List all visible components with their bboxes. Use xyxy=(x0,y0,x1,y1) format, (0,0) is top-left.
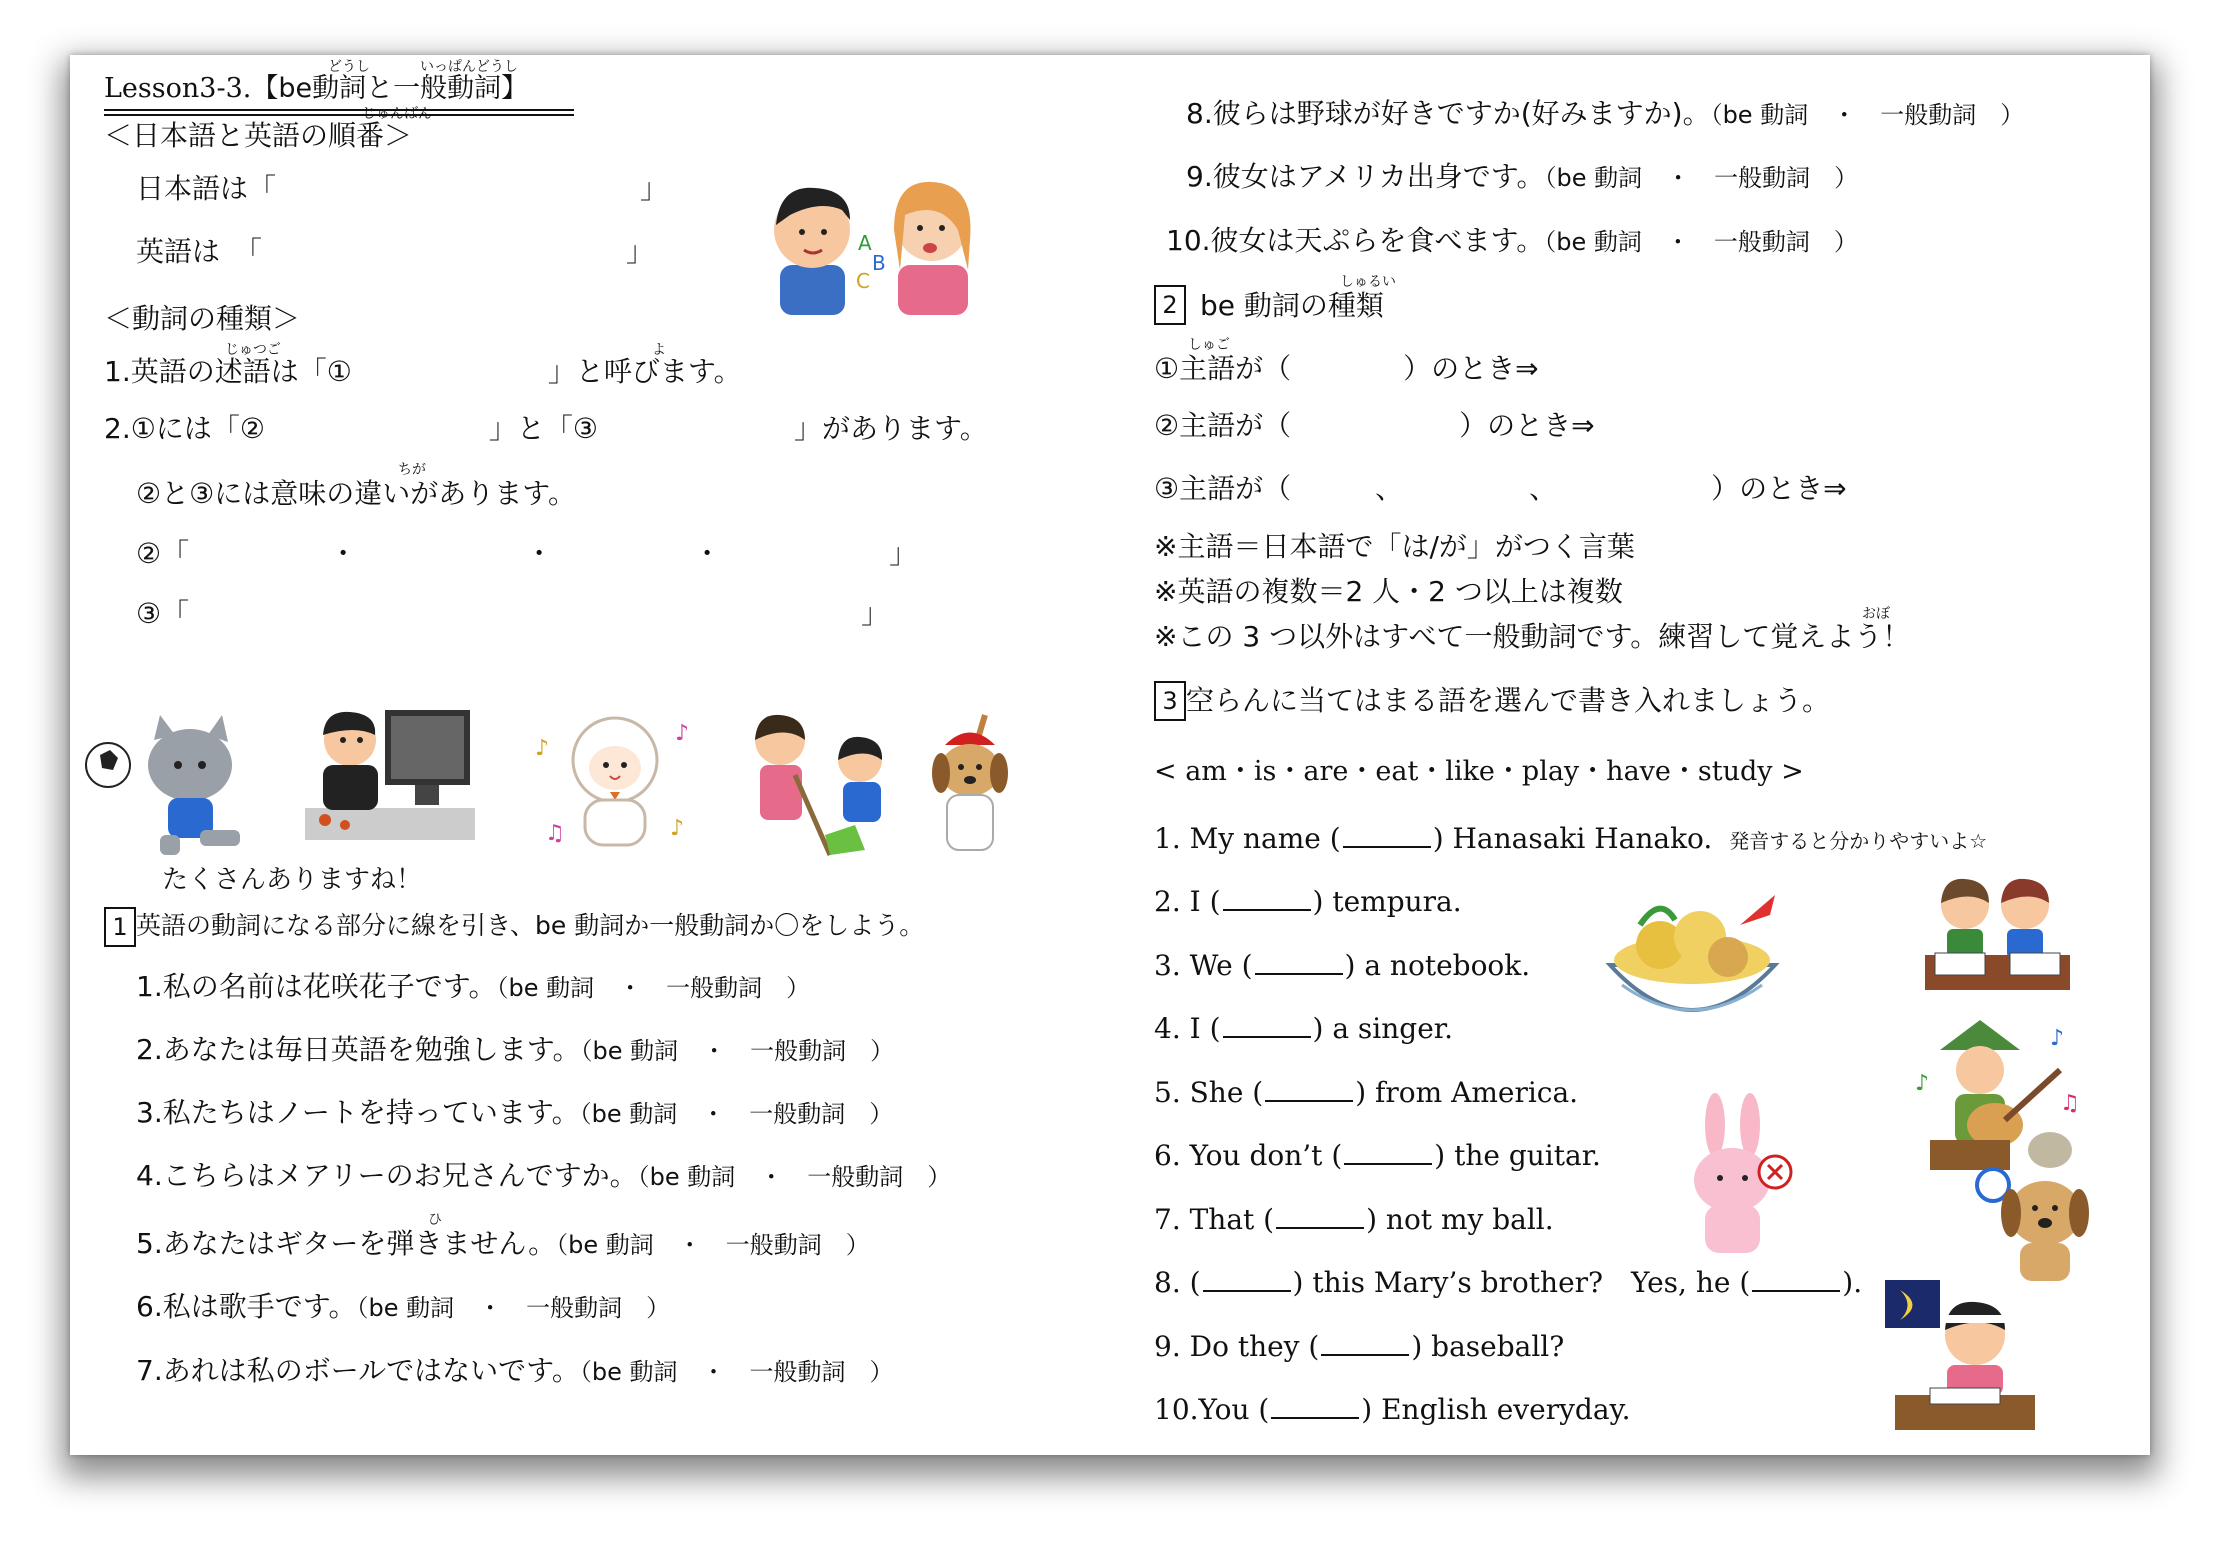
exercise-1-question-10: 10.彼女は天ぷらを食べます。（be 動詞 ・ 一般動詞 ） xyxy=(1166,224,1858,257)
lesson-topic: 【be動詞と一般動詞】 xyxy=(251,73,529,104)
title-underline-1 xyxy=(104,109,574,111)
verb-types-heading: ＜動詞の種類＞ xyxy=(104,302,301,335)
exercise-3-question-10: 10.You ( ) English everyday. xyxy=(1154,1393,1631,1426)
note-3: ※この 3 つ以外はすべて一般動詞です。練習して覚えよう！ xyxy=(1154,620,1911,653)
japanese-order-line: 日本語は「 」 xyxy=(136,172,669,205)
ruby-jutsugo: じゅつご xyxy=(225,342,281,358)
many-verbs-caption: たくさんありますね！ xyxy=(162,865,423,895)
note-1: ※主語＝日本語で「は/が」がつく言葉 xyxy=(1154,530,1635,563)
section-3-instruction: 空らんに当てはまる語を選んで書き入れましょう。 xyxy=(1186,684,1831,717)
ruby-doushi: どうし xyxy=(328,59,370,75)
be-or-general-verb-choice[interactable]: （be 動詞 ・ 一般動詞 ） xyxy=(637,1163,952,1191)
title-underline-2 xyxy=(104,114,574,116)
exercise-3-question-4: 4. I ( ) a singer. xyxy=(1154,1012,1453,1045)
answer-blank[interactable] xyxy=(1276,1201,1364,1229)
svg-text:♫: ♫ xyxy=(2060,1091,2080,1116)
ruby-shugo: しゅご xyxy=(1188,337,1230,353)
children-cleaning-illustration xyxy=(735,705,920,865)
be-or-general-verb-choice[interactable]: （be 動詞 ・ 一般動詞 ） xyxy=(556,1231,870,1259)
answer-blank[interactable] xyxy=(1343,820,1431,848)
answer-blank[interactable] xyxy=(1255,947,1343,975)
svg-text:♫: ♫ xyxy=(545,821,565,846)
subject-rule-1: ①主語が（ ）のとき⇒ xyxy=(1154,352,1539,385)
note-2: ※英語の複数＝2 人・2 つ以上は複数 xyxy=(1154,575,1623,608)
answer-blank[interactable] xyxy=(1752,1264,1840,1292)
worksheet-page xyxy=(70,55,2150,1455)
ruby-hi: ひ xyxy=(428,1212,442,1228)
exercise-1-question-9: 9.彼女はアメリカ出身です。（be 動詞 ・ 一般動詞 ） xyxy=(1186,160,1859,193)
guitar-player-illustration xyxy=(1910,1010,2080,1175)
svg-text:♪: ♪ xyxy=(670,816,685,841)
exercise-1-question-7: 7.あれは私のボールではないです。（be 動詞 ・ 一般動詞 ） xyxy=(136,1354,894,1387)
word-bank: < am・is・are・eat・like・play・have・study > xyxy=(1154,756,1804,787)
paragraph-4: ②「 ・ ・ ・ 」 xyxy=(136,537,918,570)
man-computer-illustration xyxy=(305,700,480,840)
exercise-1-question-4: 4.こちらはメアリーのお兄さんですか。（be 動詞 ・ 一般動詞 ） xyxy=(136,1159,952,1192)
subject-rule-3: ③主語が（ 、 、 ）のとき⇒ xyxy=(1154,472,1847,505)
order-heading: ＜日本語と英語の順番＞ xyxy=(104,119,413,152)
be-or-general-verb-choice[interactable]: （be 動詞 ・ 一般動詞 ） xyxy=(496,974,811,1002)
svg-text:♪: ♪ xyxy=(675,721,690,746)
cat-soccer-illustration xyxy=(80,710,255,860)
ruby-ippandoushi: いっぱんどうし xyxy=(420,59,518,75)
english-order-line: 英語は 「 」 xyxy=(136,235,655,268)
ruby-obo: おぼ xyxy=(1862,606,1890,622)
answer-blank[interactable] xyxy=(1203,1264,1291,1292)
subject-rule-2: ②主語が（ ）のとき⇒ xyxy=(1154,409,1595,442)
dog-with-sign-illustration xyxy=(1975,1163,2095,1283)
girl-studying-night-illustration xyxy=(1885,1280,2035,1430)
svg-text:♪: ♪ xyxy=(2050,1026,2065,1051)
rabbit-illustration xyxy=(1675,1090,1795,1255)
paragraph-2: 2.①には「② 」と「③ 」があります。 xyxy=(104,412,988,445)
svg-text:A: A xyxy=(858,231,872,255)
svg-text:B: B xyxy=(872,251,886,275)
svg-text:♪: ♪ xyxy=(535,736,550,761)
lesson-title xyxy=(104,75,528,102)
dog-baseball-illustration xyxy=(925,715,1015,860)
lesson-number: Lesson3-3. xyxy=(104,73,252,104)
pronunciation-hint: 発音すると分かりやすいよ☆ xyxy=(1729,829,1988,853)
be-or-general-verb-choice[interactable]: （be 動詞 ・ 一般動詞 ） xyxy=(579,1358,894,1386)
exercise-3-question-9: 9. Do they ( ) baseball? xyxy=(1154,1330,1565,1363)
exercise-1-question-1: 1.私の名前は花咲花子です。（be 動詞 ・ 一般動詞 ） xyxy=(136,970,811,1003)
be-or-general-verb-choice[interactable]: （be 動詞 ・ 一般動詞 ） xyxy=(579,1100,894,1128)
answer-blank[interactable] xyxy=(1321,1328,1409,1356)
be-or-general-verb-choice[interactable]: （be 動詞 ・ 一般動詞 ） xyxy=(1710,101,2025,129)
two-people-talking-illustration xyxy=(770,170,985,315)
tempura-bowl-illustration xyxy=(1600,885,1785,1045)
section-2-title: be 動詞の種類 xyxy=(1200,289,1384,322)
answer-blank[interactable] xyxy=(1271,1391,1359,1419)
ruby-shurui: しゅるい xyxy=(1340,274,1396,290)
ruby-chiga: ちが xyxy=(398,462,426,478)
sheep-music-illustration xyxy=(530,710,700,860)
ruby-yo: よ xyxy=(652,342,666,358)
be-or-general-verb-choice[interactable]: （be 動詞 ・ 一般動詞 ） xyxy=(356,1294,671,1322)
exercise-1-question-5: 5.あなたはギターを弾きません。（be 動詞 ・ 一般動詞 ） xyxy=(136,1227,870,1260)
exercise-1-question-6: 6.私は歌手です。（be 動詞 ・ 一般動詞 ） xyxy=(136,1290,671,1323)
exercise-1-question-2: 2.あなたは毎日英語を勉強します。（be 動詞 ・ 一般動詞 ） xyxy=(136,1033,895,1066)
paragraph-5: ③「 」 xyxy=(136,597,890,630)
ruby-junban: じゅんばん xyxy=(362,106,432,122)
exercise-1-question-3: 3.私たちはノートを持っています。（be 動詞 ・ 一般動詞 ） xyxy=(136,1096,894,1129)
section-2-number-box: 2 xyxy=(1154,285,1186,325)
answer-blank[interactable] xyxy=(1223,1010,1311,1038)
exercise-3-question-2: 2. I ( ) tempura. xyxy=(1154,885,1462,918)
exercise-3-question-7: 7. That ( ) not my ball. xyxy=(1154,1203,1554,1236)
section-1-instruction: 英語の動詞になる部分に線を引き、be 動詞か一般動詞か〇をしよう。 xyxy=(136,911,925,940)
paragraph-3: ②と③には意味の違いがあります。 xyxy=(136,477,576,510)
section-1-number-box: 1 xyxy=(104,907,136,947)
paragraph-1: 1.英語の述語は「① 」と呼びます。 xyxy=(104,355,742,388)
exercise-1-question-8: 8.彼らは野球が好きですか(好みますか)。（be 動詞 ・ 一般動詞 ） xyxy=(1186,97,2025,130)
exercise-3-question-6: 6. You don’t ( ) the guitar. xyxy=(1154,1139,1601,1172)
exercise-3-question-8: 8. ( ) this Mary’s brother? Yes, he ( ). xyxy=(1154,1266,1863,1299)
svg-text:♪: ♪ xyxy=(1915,1071,1930,1096)
svg-text:C: C xyxy=(856,269,870,293)
exercise-3-question-3: 3. We ( ) a notebook. xyxy=(1154,949,1531,982)
section-3-number-box: 3 xyxy=(1154,681,1186,721)
exercise-3-question-5: 5. She ( ) from America. xyxy=(1154,1076,1579,1109)
be-or-general-verb-choice[interactable]: （be 動詞 ・ 一般動詞 ） xyxy=(1544,164,1859,192)
answer-blank[interactable] xyxy=(1223,883,1311,911)
answer-blank[interactable] xyxy=(1344,1137,1432,1165)
exercise-3-question-1: 1. My name ( ) Hanasaki Hanako. 発音すると分かりやすいよ☆ xyxy=(1154,822,1988,855)
two-boys-studying-illustration xyxy=(1925,865,2070,990)
be-or-general-verb-choice[interactable]: （be 動詞 ・ 一般動詞 ） xyxy=(580,1037,895,1065)
answer-blank[interactable] xyxy=(1265,1074,1353,1102)
be-or-general-verb-choice[interactable]: （be 動詞 ・ 一般動詞 ） xyxy=(1544,228,1858,256)
